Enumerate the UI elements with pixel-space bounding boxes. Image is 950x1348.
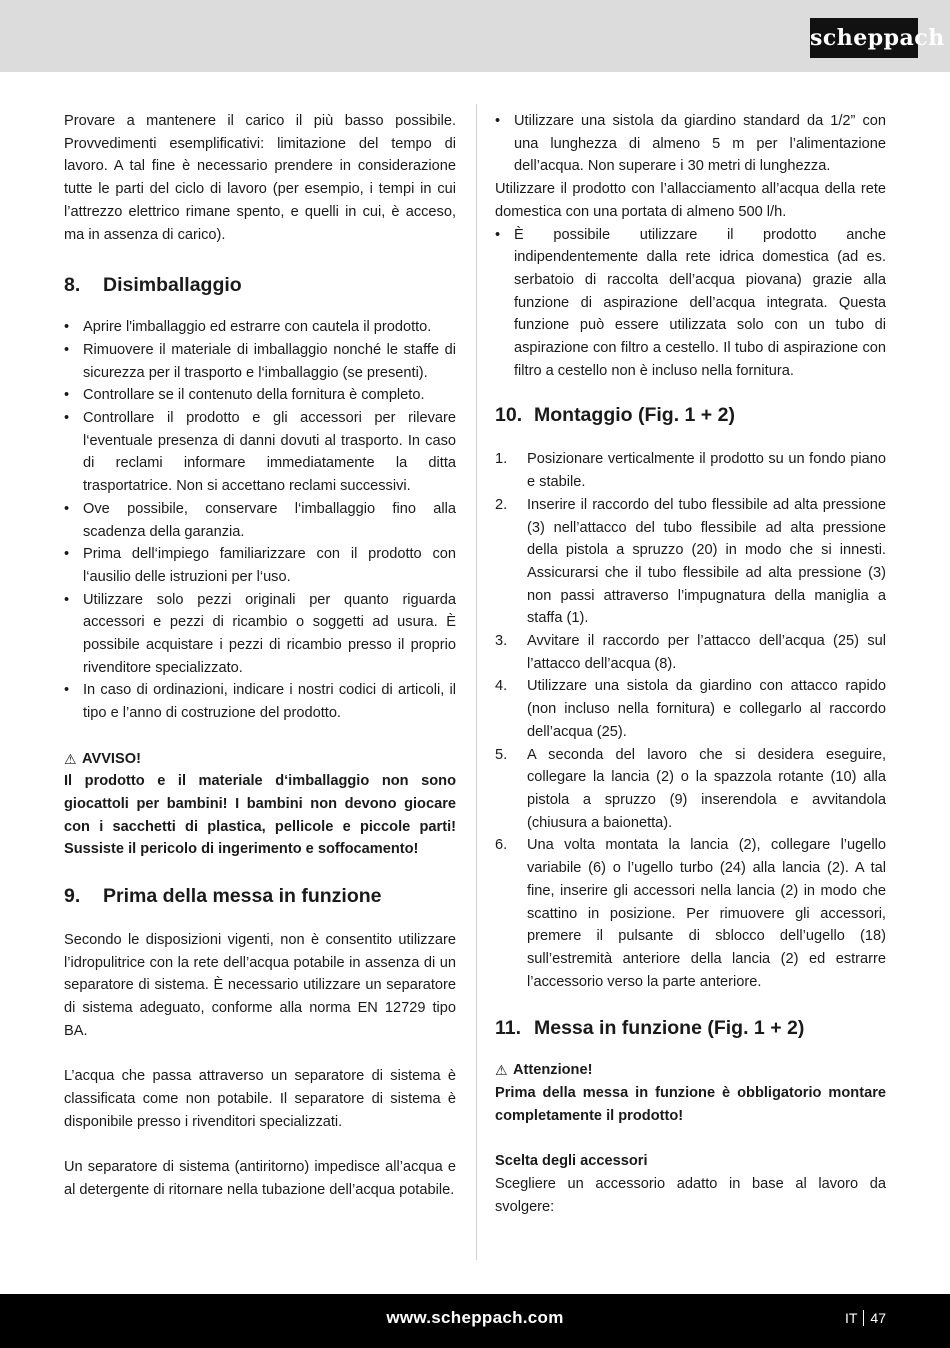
- attention-text: Prima della messa in funzione è obbligatorio montare completamente il prodotto!: [495, 1085, 886, 1124]
- column-divider: [476, 104, 477, 1260]
- footer-band: [0, 1294, 950, 1348]
- water-supply-list-2: [495, 224, 886, 383]
- warning-text: Il prodotto e il materiale d‘imballaggio non sono giocattoli per bambini! I bambini non devono giocare con i sacchetti di plastica, pellicole e piccole parti! Sussiste il pericolo di ingerimento e soffocamento!: [64, 773, 456, 858]
- section-title: Prima della messa in funzione: [103, 885, 382, 908]
- section-title: Messa in funzione (Fig. 1 + 2): [534, 1017, 805, 1040]
- list-item: • In caso di ordinazioni, indicare i nostri codici di articoli, il tipo e l’anno di costruzione del prodotto.: [64, 679, 456, 724]
- section-9-heading: [64, 883, 456, 909]
- right-column: [495, 110, 886, 1218]
- warning-title: AVVISO!: [82, 750, 141, 767]
- paragraph: Un separatore di sistema (antiritorno) impedisce all’acqua e al detergente di ritornare nella tubazione dell’acqua potabile.: [64, 1159, 456, 1198]
- left-column: [64, 110, 456, 1201]
- list-item: • È possibile utilizzare il prodotto anche indipendentemente dalla rete idrica domestica (ad es. serbatoio di raccolta dell’acqua piovana) grazie alla funzione di aspirazione dell’acqua integrata. Questa funzione può essere utilizzata solo con un tubo di aspirazione con filtro a cestello. Il tubo di aspirazione con filtro a cestello non è incluso nella fornitura.: [495, 224, 886, 383]
- step-item: 4. Utilizzare una sistola da giardino con attacco rapido (non incluso nella fornitura) e collegarlo al raccordo dell’acqua (25).: [495, 678, 886, 740]
- section-number: 10.: [495, 404, 523, 427]
- paragraph: Secondo le disposizioni vigenti, non è consentito utilizzare l’idropulitrice con la rete dell’acqua potabile in assenza di un separatore di sistema. È necessario utilizzare un separatore di sistema adeguato, conforme alla norma EN 12729 tipo BA.: [64, 932, 456, 1039]
- section-number: 8.: [64, 274, 81, 297]
- attention-title: Attenzione!: [513, 1062, 593, 1079]
- page-number: 47: [870, 1310, 886, 1326]
- list-item: • Aprire l'imballaggio ed estrarre con cautela il prodotto.: [64, 316, 456, 339]
- unpacking-list: [64, 316, 456, 725]
- section-number: 9.: [64, 885, 81, 908]
- step-item: 2. Inserire il raccordo del tubo flessibile ad alta pressione (3) nell’attacco del tubo flessibile ad alta pressione della pistola a spruzzo (20) in modo che si innesti. Assicurarsi che il tubo flessibile ad alta pressione (3) non passi attraverso l’impugnatura della maniglia a staffa (1).: [495, 496, 886, 627]
- section-title: Montaggio (Fig. 1 + 2): [534, 404, 735, 427]
- list-item: • Controllare se il contenuto della fornitura è completo.: [64, 384, 456, 407]
- section-10-heading: [495, 402, 886, 428]
- step-item: 1. Posizionare verticalmente il prodotto su un fondo piano e stabile.: [495, 451, 886, 491]
- footer-page-indicator: [845, 1310, 886, 1326]
- list-item: • Utilizzare una sistola da giardino standard da 1/2” con una lunghezza di almeno 5 m per l’alimentazione dell’acqua. Non superare i 30 metri di lunghezza.: [495, 110, 886, 178]
- warning-triangle-icon: ⚠: [495, 1062, 508, 1079]
- section-8-heading: [64, 272, 456, 298]
- attention-heading: [495, 1059, 886, 1082]
- subsection-title: Scelta degli accessori: [495, 1153, 648, 1170]
- warning-triangle-icon: ⚠: [64, 750, 77, 767]
- section-number: 11.: [495, 1017, 522, 1040]
- step-item: 6. Una volta montata la lancia (2), collegare l’ugello variabile (6) o l’ugello turbo (24) alla lancia (2). A tal fine, inserire gli accessori nella lancia (2) in modo che scattino in posizione. Per rimuovere gli accessori, premere il pulsante di sblocco dell’ugello (18) sull’estremità anteriore della lancia (2) ed estrarre l’accessorio verso la parte anteriore.: [495, 837, 886, 990]
- step-item: 5. A seconda del lavoro che si desidera eseguire, collegare la lancia (2) o la spazzola rotante (10) alla pistola a spruzzo (9) inserendola e avvitandola (chiusura a baionetta).: [495, 746, 886, 831]
- warning-heading: [64, 748, 456, 771]
- header-band: [0, 0, 950, 72]
- separator: [863, 1310, 864, 1326]
- paragraph: L’acqua che passa attraverso un separatore di sistema è classificata come non potabile. Il separatore di sistema è disponibile presso i rivenditori specializzati.: [64, 1068, 456, 1130]
- paragraph: Utilizzare il prodotto con l’allacciamento all’acqua della rete domestica con una portata di almeno 500 l/h.: [495, 181, 886, 220]
- list-item: • Utilizzare solo pezzi originali per quanto riguarda accessori e pezzi di ricambio o soggetti ad usura. È possibile acquistare i pezzi di ricambio presso il proprio rivenditore specializzato.: [64, 589, 456, 680]
- brand-logo: scheppach: [810, 18, 918, 58]
- assembly-steps: [495, 448, 886, 993]
- language-code: IT: [844, 1310, 858, 1326]
- intro-paragraph: Provare a mantenere il carico il più basso possibile. Provvedimenti esemplificativi: limitazione del tempo di lavoro. A tal fine è necessario prendere in considerazione tutte le parti del ciclo di lavoro (per esempio, i tempi in cui l’attrezzo elettrico rimane spento, e quelli in cui, è acceso, ma in assenza di carico).: [64, 113, 456, 243]
- list-item: • Ove possibile, conservare l‘imballaggio fino alla scadenza della garanzia.: [64, 498, 456, 543]
- section-11-heading: [495, 1015, 886, 1041]
- water-supply-list: [495, 110, 886, 178]
- list-item: • Rimuovere il materiale di imballaggio nonché le staffe di sicurezza per il trasporto e l‘imballaggio (se presenti).: [64, 339, 456, 384]
- footer-website: www.scheppach.com: [386, 1308, 564, 1327]
- section-title: Disimballaggio: [103, 274, 242, 297]
- step-item: 3. Avvitare il raccordo per l’attacco dell’acqua (25) sul l’attacco dell’acqua (8).: [495, 633, 886, 672]
- list-item: • Controllare il prodotto e gli accessori per rilevare l‘eventuale presenza di danni dovuti al trasporto. In caso di reclami informare immediatamente la ditta trasportatrice. Non si accettano reclami successivi.: [64, 407, 456, 498]
- list-item: • Prima dell‘impiego familiarizzare con il prodotto con l‘ausilio delle istruzioni per l‘uso.: [64, 543, 456, 588]
- paragraph: Scegliere un accessorio adatto in base al lavoro da svolgere:: [495, 1175, 886, 1215]
